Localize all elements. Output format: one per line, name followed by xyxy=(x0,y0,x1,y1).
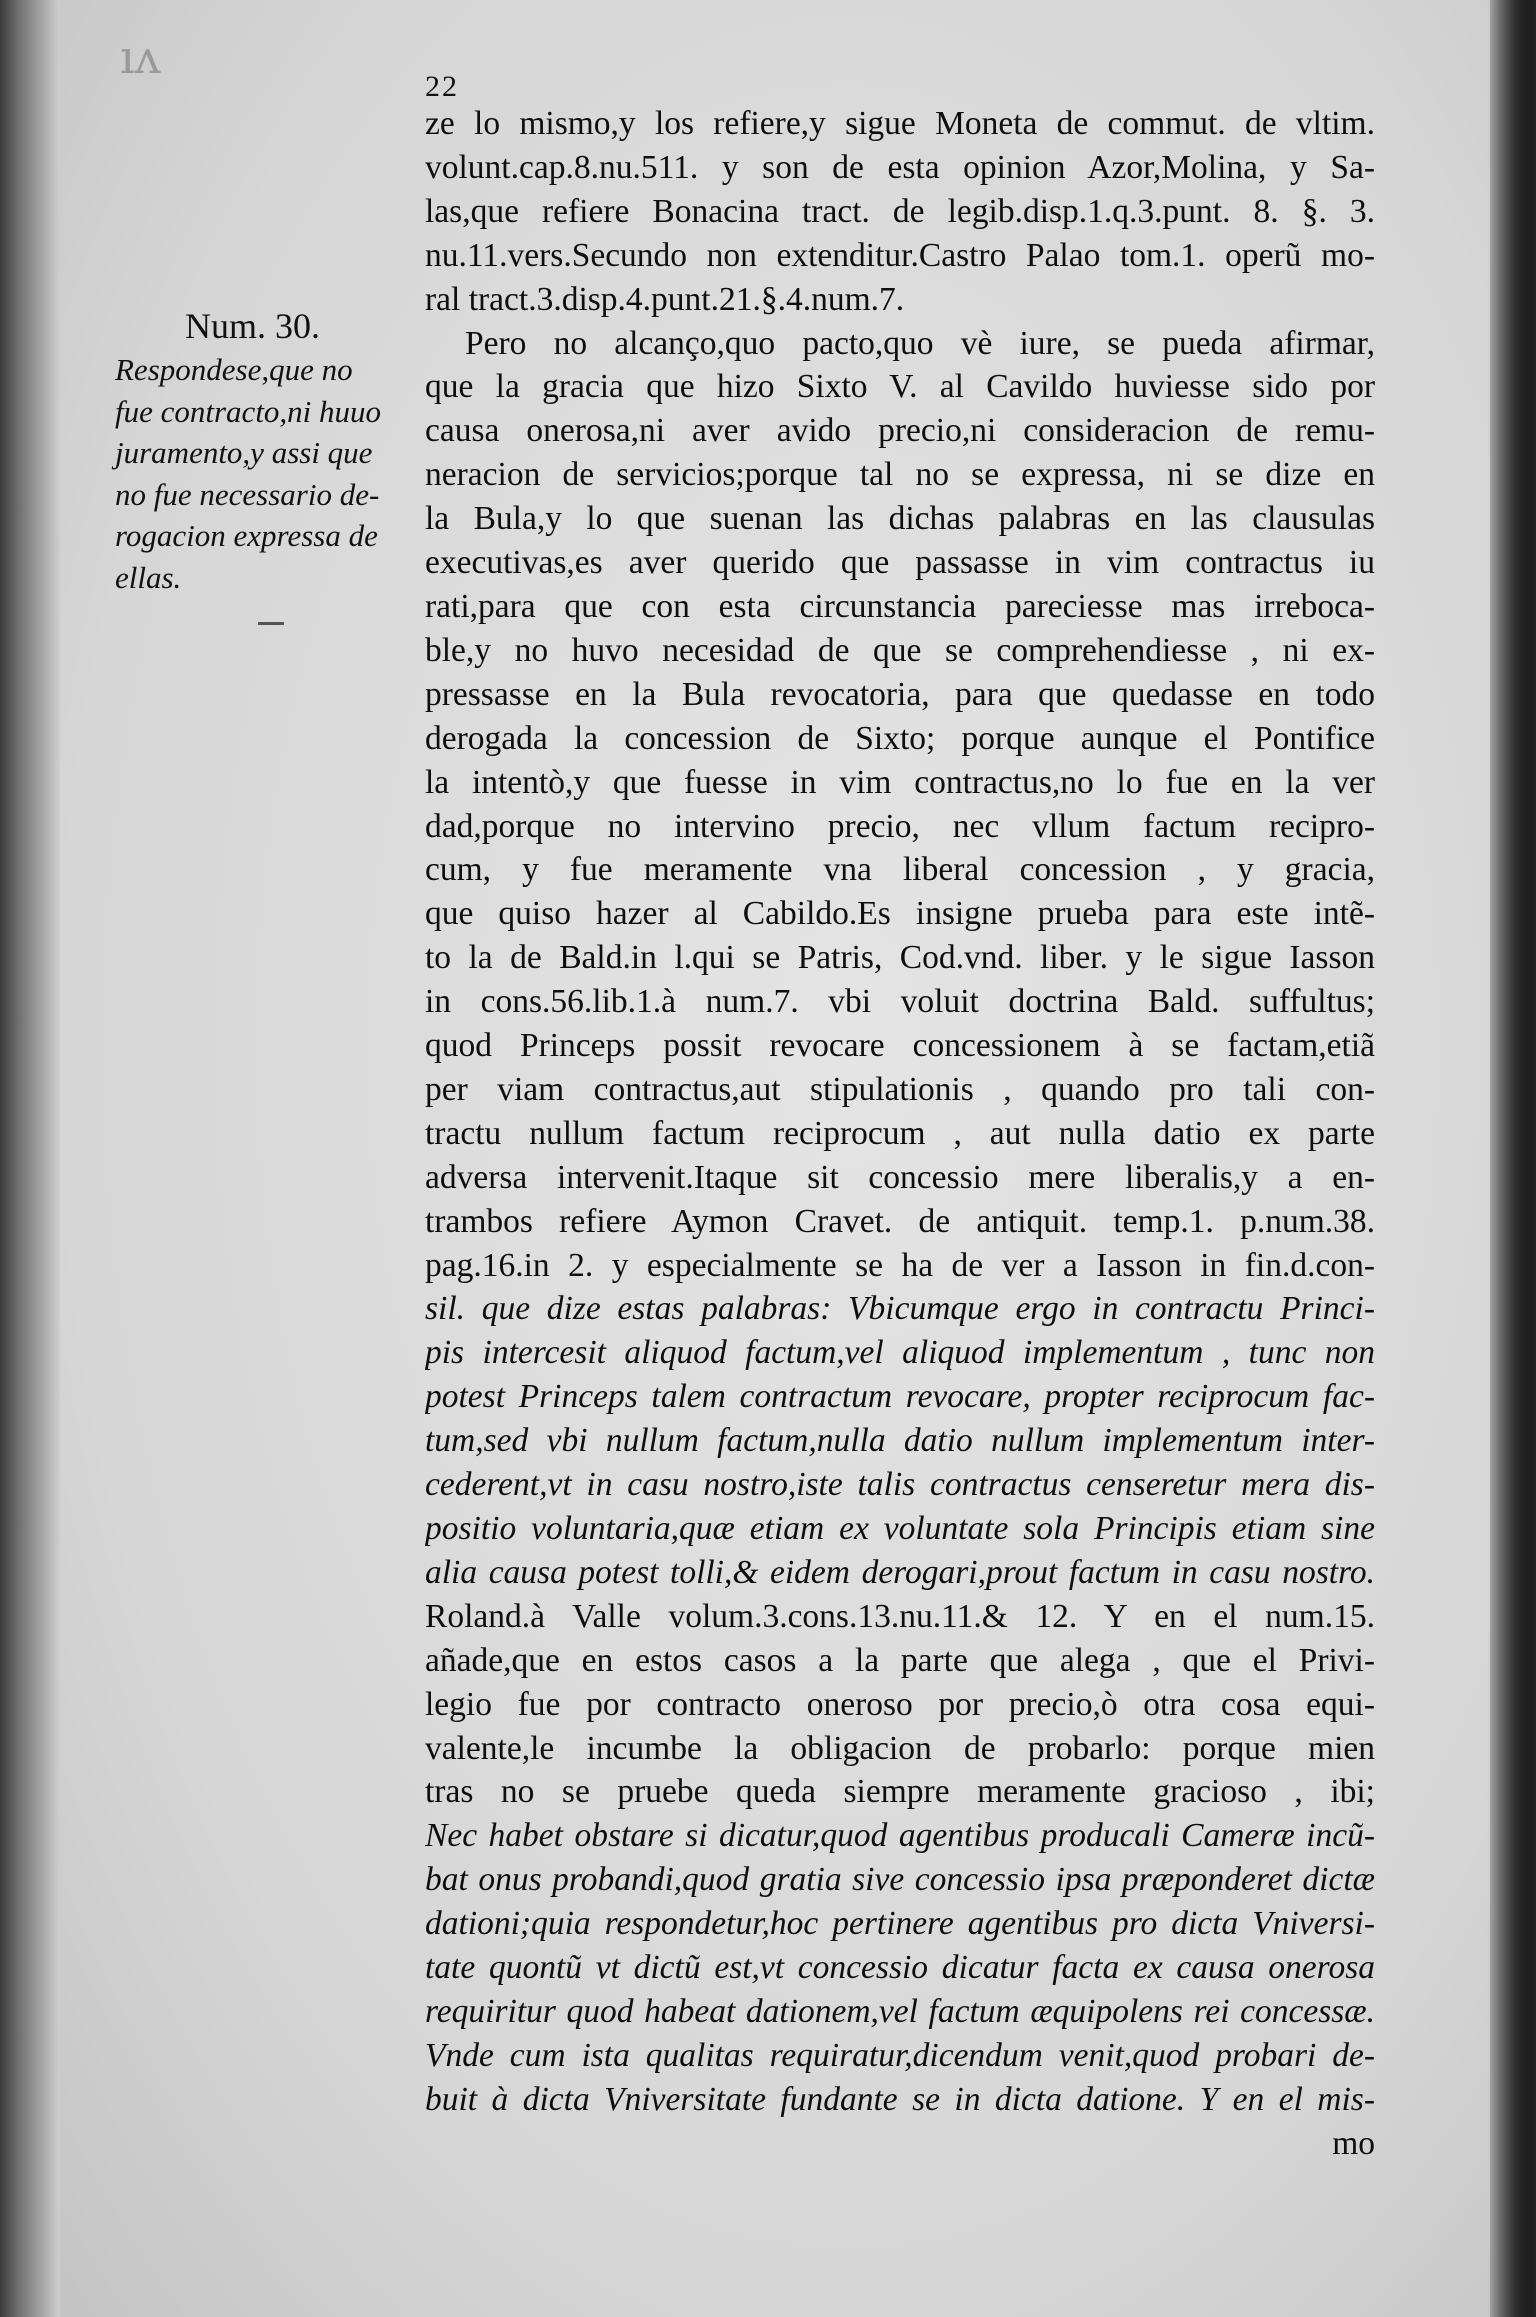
body-line: cum, y fue meramente vna liberal concession , y gracia, xyxy=(425,851,1375,889)
body-line: to la de Bald.in l.qui se Patris, Cod.vnd. liber. y le sigue Iasson xyxy=(425,939,1375,977)
page-number: 22 xyxy=(425,70,459,103)
body-line: quod Princeps possit revocare concessionem à se factam,etiã xyxy=(425,1027,1375,1065)
body-line: rati,para que con esta circunstancia pareciesse mas irreboca- xyxy=(425,587,1375,625)
body-line: la Bula,y lo que suenan las dichas palabras en las clausulas xyxy=(425,500,1375,538)
body-line: que quiso hazer al Cabildo.Es insigne prueba para este intẽ- xyxy=(425,895,1375,933)
body-line: pis intercesit aliquod factum,vel aliquod implementum , tunc non xyxy=(425,1334,1375,1372)
body-line: adversa intervenit.Itaque sit concessio mere liberalis,y a en- xyxy=(425,1158,1375,1196)
body-line: Vnde cum ista qualitas requiratur,dicendum venit,quod probari de- xyxy=(425,2036,1375,2074)
body-line: pressasse en la Bula revocatoria, para que quedasse en todo xyxy=(425,675,1375,713)
body-line: ble,y no huvo necesidad de que se comprehendiesse , ni ex- xyxy=(425,631,1375,669)
body-line: trambos refiere Aymon Cravet. de antiquit. temp.1. p.num.38. xyxy=(425,1202,1375,1240)
margin-note-line: no fue necessario de- xyxy=(115,476,380,512)
margin-note-line: fue contracto,ni huuo xyxy=(115,393,382,429)
margin-note-number: Num. 30. xyxy=(185,306,320,346)
body-line: sil. que dize estas palabras: Vbicumque ergo in contractu Princi- xyxy=(425,1290,1375,1328)
body-line: valente,le incumbe la obligacion de probarlo: porque mien xyxy=(425,1729,1375,1767)
body-line: tras no se pruebe queda siempre meramente gracioso , ibi; xyxy=(425,1773,1375,1811)
body-line: legio fue por contracto oneroso por precio,ò otra cosa equi- xyxy=(425,1685,1375,1723)
body-line: ral tract.3.disp.4.punt.21.§.4.num.7. xyxy=(425,280,905,318)
margin-note-line: Respondese,que no xyxy=(115,352,353,387)
body-line: mo xyxy=(1332,2124,1375,2162)
body-line: derogada la concession de Sixto; porque aunque el Pontifice xyxy=(425,719,1375,757)
body-line: buit à dicta Vniversitate fundante se in dicta datione. Y en el mis- xyxy=(425,2080,1375,2118)
margin-dash xyxy=(258,622,284,625)
body-line: executivas,es aver querido que passasse in vim contractus iu xyxy=(425,544,1375,582)
body-text xyxy=(425,102,1375,2166)
body-line: volunt.cap.8.nu.511. y son de esta opinion Azor,Molina, y Sa- xyxy=(425,148,1375,186)
margin-note-line: ellas. xyxy=(115,559,182,595)
body-line: causa onerosa,ni aver avido precio,ni consideracion de remu- xyxy=(425,412,1375,450)
corner-mark: ıʌ xyxy=(120,30,161,84)
body-line: positio voluntaria,quæ etiam ex voluntate sola Principis etiam sine xyxy=(425,1510,1375,1547)
body-line: las,que refiere Bonacina tract. de legib.disp.1.q.3.punt. 8. §. 3. xyxy=(425,192,1375,230)
body-line: que la gracia que hizo Sixto V. al Cavildo huviesse sido por xyxy=(425,368,1375,406)
body-line: tate quontũ vt dictũ est,vt concessio dicatur facta ex causa onerosa xyxy=(425,1949,1375,1987)
margin-note xyxy=(115,305,390,598)
body-line: dationi;quia respondetur,hoc pertinere agentibus pro dicta Vniversi- xyxy=(425,1905,1375,1943)
page-edge-shadow xyxy=(1488,0,1536,2317)
body-line: Nec habet obstare si dicatur,quod agentibus producali Cameræ incũ- xyxy=(425,1817,1375,1855)
body-line: Roland.à Valle volum.3.cons.13.nu.11.& 12. Y en el num.15. xyxy=(425,1597,1375,1635)
margin-note-line: rogacion expressa de xyxy=(115,518,378,553)
body-line: Pero no alcanço,quo pacto,quo vè iure, se pueda afirmar, xyxy=(465,324,1375,362)
body-line: bat onus probandi,quod gratia sive concessio ipsa præponderet dictæ xyxy=(425,1861,1375,1899)
body-line: alia causa potest tolli,& eidem derogari,prout factum in casu nostro. xyxy=(425,1553,1375,1591)
body-line: añade,que en estos casos a la parte que alega , que el Privi- xyxy=(425,1641,1375,1679)
body-line: tum,sed vbi nullum factum,nulla datio nullum implementum inter- xyxy=(425,1422,1375,1460)
body-line: ze lo mismo,y los refiere,y sigue Moneta de commut. de vltim. xyxy=(425,105,1375,142)
body-line: pag.16.in 2. y especialmente se ha de ver a Iasson in fin.d.con- xyxy=(425,1246,1375,1284)
body-line: cederent,vt in casu nostro,iste talis contractus censeretur mera dis- xyxy=(425,1466,1375,1504)
body-line: tractu nullum factum reciprocum , aut nulla datio ex parte xyxy=(425,1114,1375,1152)
margin-note-line: juramento,y assi que xyxy=(115,435,373,470)
body-line: neracion de servicios;porque tal no se expressa, ni se dize en xyxy=(425,456,1375,494)
body-line: potest Princeps talem contractum revocare, propter reciprocum fac- xyxy=(425,1378,1375,1416)
body-line: dad,porque no intervino precio, nec vllum factum recipro- xyxy=(425,807,1375,845)
body-line: in cons.56.lib.1.à num.7. vbi voluit doctrina Bald. suffultus; xyxy=(425,983,1375,1021)
body-line: la intentò,y que fuesse in vim contractus,no lo fue en la ver xyxy=(425,763,1375,801)
body-line: nu.11.vers.Secundo non extenditur.Castro Palao tom.1. operũ mo- xyxy=(425,236,1375,274)
body-line: per viam contractus,aut stipulationis , quando pro tali con- xyxy=(425,1070,1375,1108)
body-line: requiritur quod habeat dationem,vel factum æquipolens rei concessæ. xyxy=(425,1992,1375,2030)
